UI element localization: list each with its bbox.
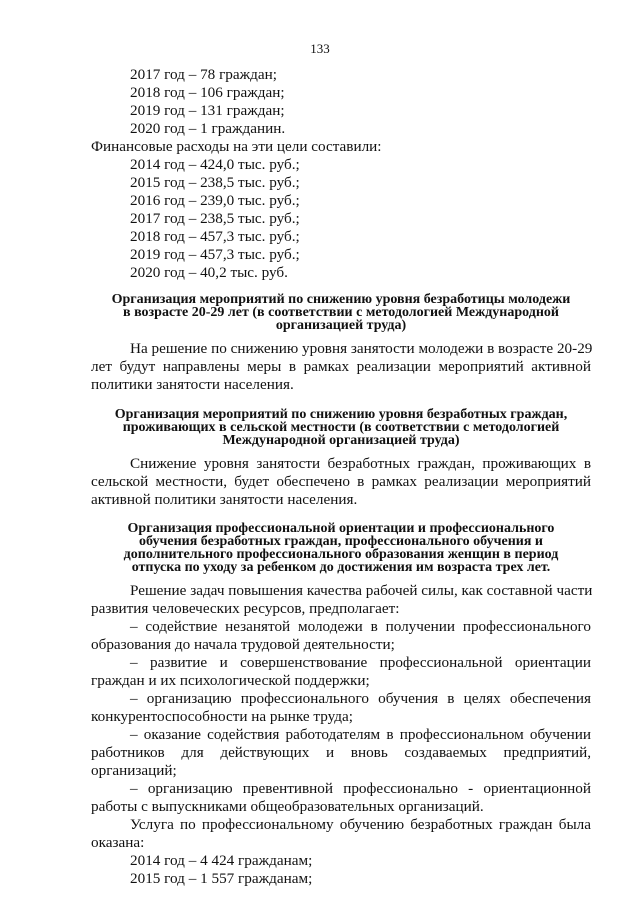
heading-line: дополнительного профессионального образования женщин в период: [123, 547, 559, 562]
paragraph-line: сельской местности, будет обеспечено в рамках реализации мероприятий: [91, 473, 591, 490]
heading-line: Организация мероприятий по снижению уровня безработицы молодежи: [111, 292, 571, 307]
paragraph-line: Решение задач повышения качества рабочей силы, как составной части: [130, 582, 593, 599]
list-item-citizens: 2020 год – 1 гражданин.: [130, 120, 286, 137]
heading-line: Организация профессиональной ориентации и профессионального: [127, 521, 555, 536]
bullet-line: работы с выпускниками общеобразовательных организаций.: [91, 798, 484, 815]
paragraph-line: Снижение уровня занятости безработных граждан, проживающих в: [130, 455, 591, 472]
list-item-service: 2015 год – 1 557 гражданам;: [130, 870, 313, 887]
list-item-citizens: 2018 год – 106 граждан;: [130, 84, 285, 101]
section-heading-rural-unemployment: [91, 408, 591, 447]
heading-line: организацией труда): [275, 318, 407, 333]
list-item-citizens: 2019 год – 131 граждан;: [130, 102, 285, 119]
bullet-line: граждан и их психологической поддержки;: [91, 672, 370, 689]
list-item-finance: 2015 год – 238,5 тыс. руб.;: [130, 174, 300, 191]
bullet-line: – оказание содействия работодателям в профессиональном обучении: [130, 726, 591, 743]
list-item-finance: 2020 год – 40,2 тыс. руб.: [130, 264, 288, 281]
bullet-line: организаций;: [91, 762, 177, 779]
heading-line: обучения безработных граждан, профессионального обучения и: [139, 534, 543, 549]
list-item-citizens: 2017 год – 78 граждан;: [130, 66, 277, 83]
heading-line: отпуска по уходу за ребенком до достижения им возраста трех лет.: [131, 560, 551, 575]
section-heading-youth-unemployment: [91, 293, 591, 332]
bullet-line: работников для действующих и вновь создаваемых предприятий,: [91, 744, 591, 761]
paragraph-line: оказана:: [91, 834, 145, 851]
heading-line: Международной организацией труда): [222, 433, 460, 448]
paragraph-line: лет будут направлены меры в рамках реализации мероприятий активной: [91, 358, 591, 375]
paragraph-line: развития человеческих ресурсов, предполагает:: [91, 600, 400, 617]
bullet-line: – организацию профессионального обучения в целях обеспечения: [130, 690, 591, 707]
paragraph-line: Услуга по профессиональному обучению безработных граждан была: [130, 816, 591, 833]
list-item-finance: 2018 год – 457,3 тыс. руб.;: [130, 228, 300, 245]
page-number: 133: [310, 41, 330, 56]
list-item-finance: 2016 год – 239,0 тыс. руб.;: [130, 192, 300, 209]
bullet-line: образования до начала трудовой деятельности;: [91, 636, 395, 653]
paragraph-line: На решение по снижению уровня занятости молодежи в возрасте 20-29: [130, 340, 593, 357]
bullet-line: – развитие и совершенствование профессиональной ориентации: [130, 654, 591, 671]
list-item-finance: 2019 год – 457,3 тыс. руб.;: [130, 246, 300, 263]
bullet-line: – организацию превентивной профессионально - ориентационной: [130, 780, 591, 797]
bullet-line: – содействие незанятой молодежи в получении профессионального: [130, 618, 591, 635]
heading-line: в возрасте 20-29 лет (в соответствии с методологией Международной: [123, 305, 559, 320]
finance-intro: Финансовые расходы на эти цели составили:: [91, 138, 382, 155]
list-item-finance: 2017 год – 238,5 тыс. руб.;: [130, 210, 300, 227]
paragraph-line: активной политики занятости населения.: [91, 491, 358, 508]
section-heading-professional-orientation: [91, 522, 591, 574]
bullet-line: конкурентоспособности на рынке труда;: [91, 708, 353, 725]
heading-line: проживающих в сельской местности (в соответствии с методологией: [122, 420, 560, 435]
heading-line: Организация мероприятий по снижению уровня безработных граждан,: [114, 407, 568, 422]
paragraph-line: политики занятости населения.: [91, 376, 294, 393]
list-item-service: 2014 год – 4 424 гражданам;: [130, 852, 313, 869]
list-item-finance: 2014 год – 424,0 тыс. руб.;: [130, 156, 300, 173]
